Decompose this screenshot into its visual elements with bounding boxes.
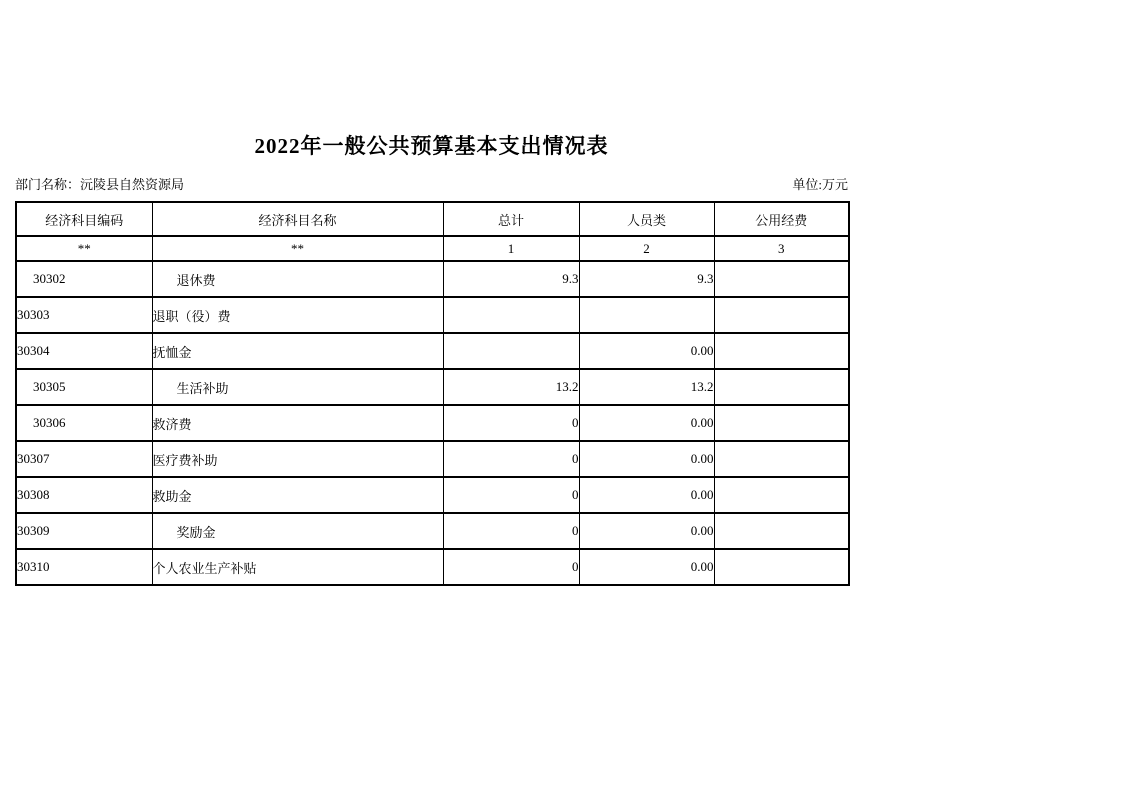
subheader-row bbox=[16, 236, 849, 261]
department-name: 部门名称：沅陵县自然资源局 bbox=[15, 177, 185, 192]
subheader-cell: ** bbox=[152, 236, 443, 261]
cell-public-funds bbox=[714, 261, 849, 297]
table-body bbox=[16, 202, 849, 585]
budget-table bbox=[15, 201, 850, 586]
table-row bbox=[16, 297, 849, 333]
cell-subject-name: 救助金 bbox=[152, 477, 443, 513]
cell-total: 0 bbox=[443, 549, 579, 585]
table-row bbox=[16, 369, 849, 405]
subheader-cell: 1 bbox=[443, 236, 579, 261]
table-row bbox=[16, 333, 849, 369]
cell-subject-code: 30302 bbox=[16, 261, 152, 297]
cell-public-funds bbox=[714, 441, 849, 477]
header-personnel: 人员类 bbox=[579, 202, 714, 236]
table-row bbox=[16, 549, 849, 585]
cell-total: 0 bbox=[443, 513, 579, 549]
table-row bbox=[16, 261, 849, 297]
page-title: 2022年一般公共预算基本支出情况表 bbox=[254, 134, 609, 158]
subheader-cell: ** bbox=[16, 236, 152, 261]
cell-subject-code: 30307 bbox=[16, 441, 152, 477]
table-row bbox=[16, 405, 849, 441]
header-public-funds: 公用经费 bbox=[714, 202, 849, 236]
unit-label: 单位:万元 bbox=[792, 177, 848, 192]
cell-total: 0 bbox=[443, 477, 579, 513]
cell-public-funds bbox=[714, 549, 849, 585]
cell-subject-name: 抚恤金 bbox=[152, 333, 443, 369]
cell-personnel: 0.00 bbox=[579, 333, 714, 369]
cell-public-funds bbox=[714, 333, 849, 369]
cell-total bbox=[443, 333, 579, 369]
cell-subject-name: 退休费 bbox=[152, 261, 443, 297]
cell-personnel: 13.2 bbox=[579, 369, 714, 405]
cell-subject-code: 30306 bbox=[16, 405, 152, 441]
cell-subject-code: 30303 bbox=[16, 297, 152, 333]
subheader-cell: 2 bbox=[579, 236, 714, 261]
cell-personnel: 9.3 bbox=[579, 261, 714, 297]
cell-personnel: 0.00 bbox=[579, 549, 714, 585]
cell-personnel: 0.00 bbox=[579, 405, 714, 441]
cell-public-funds bbox=[714, 477, 849, 513]
cell-personnel: 0.00 bbox=[579, 441, 714, 477]
cell-subject-name: 医疗费补助 bbox=[152, 441, 443, 477]
cell-total: 9.3 bbox=[443, 261, 579, 297]
cell-total: 0 bbox=[443, 405, 579, 441]
cell-personnel: 0.00 bbox=[579, 513, 714, 549]
cell-subject-name: 个人农业生产补贴 bbox=[152, 549, 443, 585]
cell-subject-code: 30304 bbox=[16, 333, 152, 369]
cell-public-funds bbox=[714, 513, 849, 549]
table-row bbox=[16, 513, 849, 549]
cell-total: 0 bbox=[443, 441, 579, 477]
cell-total bbox=[443, 297, 579, 333]
cell-personnel: 0.00 bbox=[579, 477, 714, 513]
cell-subject-code: 30308 bbox=[16, 477, 152, 513]
header-subject-name: 经济科目名称 bbox=[152, 202, 443, 236]
header-total: 总计 bbox=[443, 202, 579, 236]
cell-subject-code: 30310 bbox=[16, 549, 152, 585]
cell-subject-code: 30309 bbox=[16, 513, 152, 549]
subheader-cell: 3 bbox=[714, 236, 849, 261]
header-row bbox=[16, 202, 849, 236]
cell-public-funds bbox=[714, 297, 849, 333]
meta-row bbox=[15, 174, 848, 193]
cell-total: 13.2 bbox=[443, 369, 579, 405]
cell-public-funds bbox=[714, 369, 849, 405]
cell-subject-name: 生活补助 bbox=[152, 369, 443, 405]
table-row bbox=[16, 477, 849, 513]
cell-public-funds bbox=[714, 405, 849, 441]
document-page bbox=[15, 0, 848, 586]
cell-personnel bbox=[579, 297, 714, 333]
cell-subject-code: 30305 bbox=[16, 369, 152, 405]
header-subject-code: 经济科目编码 bbox=[16, 202, 152, 236]
cell-subject-name: 退职（役）费 bbox=[152, 297, 443, 333]
cell-subject-name: 奖励金 bbox=[152, 513, 443, 549]
cell-subject-name: 救济费 bbox=[152, 405, 443, 441]
table-row bbox=[16, 441, 849, 477]
